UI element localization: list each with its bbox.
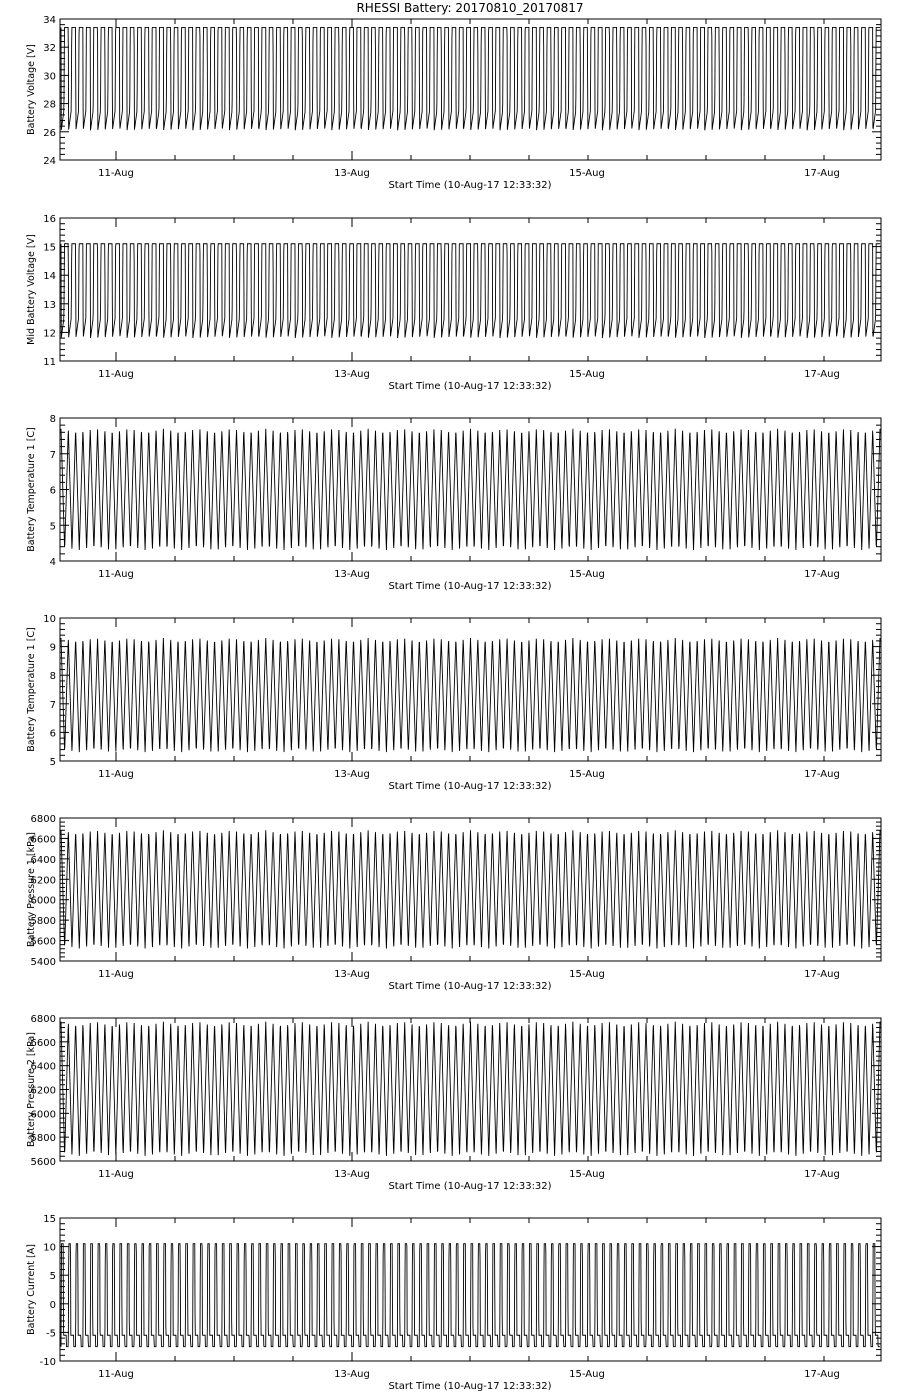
x-tick-label: 17-Aug <box>804 369 840 380</box>
y-tick-label: 30 <box>43 71 56 83</box>
x-tick-label: 15-Aug <box>569 769 605 780</box>
x-tick-label: 13-Aug <box>334 969 370 980</box>
figure-title: RHESSI Battery: 20170810_20170817 <box>356 1 584 15</box>
y-tick-label: 6600 <box>30 834 56 846</box>
y-tick-label: 5600 <box>30 936 56 948</box>
y-axis-label: Battery Current [A] <box>26 1244 37 1335</box>
y-axis-label: Battery Pressure 2 [kPa] <box>26 1032 37 1147</box>
x-tick-label: 17-Aug <box>804 969 840 980</box>
y-tick-label: 5 <box>49 757 56 768</box>
x-tick-label: 11-Aug <box>98 1169 134 1180</box>
y-tick-label: 6800 <box>30 814 56 825</box>
chart-panel <box>26 1014 881 1192</box>
x-tick-label: 15-Aug <box>569 969 605 980</box>
x-tick-label: 11-Aug <box>98 1369 134 1380</box>
series-line <box>61 27 880 130</box>
y-tick-label: 12 <box>43 328 56 340</box>
x-tick-label: 15-Aug <box>569 1169 605 1180</box>
y-tick-label: 24 <box>43 156 56 167</box>
y-tick-label: 14 <box>43 271 56 283</box>
y-axis-label: Mid Battery Voltage [V] <box>26 234 37 345</box>
y-tick-label: 13 <box>43 299 56 311</box>
series-line <box>61 1022 880 1156</box>
y-tick-label: 6600 <box>30 1037 56 1049</box>
x-axis-label: Start Time (10-Aug-17 12:33:32) <box>388 781 552 792</box>
series-line <box>61 638 880 752</box>
y-tick-label: 15 <box>43 1214 56 1225</box>
y-axis-label: Battery Temperature 1 [C] <box>26 427 37 552</box>
y-tick-label: 10 <box>43 1242 56 1254</box>
x-tick-label: 13-Aug <box>334 369 370 380</box>
x-axis-label: Start Time (10-Aug-17 12:33:32) <box>388 581 552 592</box>
y-tick-label: 11 <box>43 357 56 368</box>
y-tick-label: 5800 <box>30 1133 56 1145</box>
y-tick-label: 6 <box>49 485 56 497</box>
y-axis-label: Battery Voltage [V] <box>26 44 37 135</box>
chart-panel <box>26 15 881 191</box>
chart-panel <box>26 414 881 592</box>
y-tick-label: 5 <box>49 521 56 533</box>
x-tick-label: 11-Aug <box>98 569 134 580</box>
x-tick-label: 11-Aug <box>98 769 134 780</box>
chart-panel <box>26 1214 881 1392</box>
y-tick-label: 16 <box>43 214 56 225</box>
x-tick-label: 17-Aug <box>804 769 840 780</box>
y-tick-label: 8 <box>49 671 56 683</box>
y-tick-label: 34 <box>43 15 56 26</box>
y-tick-label: 5800 <box>30 916 56 928</box>
series-line <box>61 1244 880 1347</box>
x-tick-label: 17-Aug <box>804 168 840 179</box>
y-axis-label: Battery Pressure 1 [kPa] <box>26 832 37 947</box>
y-tick-label: 28 <box>43 99 56 111</box>
y-tick-label: 6400 <box>30 854 56 866</box>
y-tick-label: 9 <box>49 642 56 654</box>
x-tick-label: 15-Aug <box>569 369 605 380</box>
y-tick-label: 6200 <box>30 1085 56 1097</box>
y-tick-label: 5400 <box>30 957 56 968</box>
y-tick-label: 8 <box>49 414 56 425</box>
y-tick-label: 7 <box>49 699 56 711</box>
y-axis-label: Battery Temperature 1 [C] <box>26 627 37 752</box>
x-tick-label: 13-Aug <box>334 168 370 179</box>
y-tick-label: 6800 <box>30 1014 56 1025</box>
x-tick-label: 11-Aug <box>98 369 134 380</box>
y-tick-label: 5600 <box>30 1157 56 1168</box>
x-tick-label: 13-Aug <box>334 569 370 580</box>
y-tick-label: -5 <box>46 1328 56 1340</box>
x-tick-label: 13-Aug <box>334 1369 370 1380</box>
x-tick-label: 11-Aug <box>98 969 134 980</box>
series-line <box>61 830 880 948</box>
x-tick-label: 15-Aug <box>569 569 605 580</box>
y-tick-label: 6400 <box>30 1061 56 1073</box>
chart-panel <box>26 814 881 992</box>
x-tick-label: 17-Aug <box>804 1169 840 1180</box>
x-tick-label: 17-Aug <box>804 569 840 580</box>
y-tick-label: 0 <box>49 1299 56 1311</box>
y-tick-label: -10 <box>39 1357 56 1368</box>
y-tick-label: 6200 <box>30 875 56 887</box>
y-tick-label: 6000 <box>30 1109 56 1121</box>
y-tick-label: 10 <box>43 614 56 625</box>
x-tick-label: 17-Aug <box>804 1369 840 1380</box>
x-tick-label: 11-Aug <box>98 168 134 179</box>
x-axis-label: Start Time (10-Aug-17 12:33:32) <box>388 1181 552 1192</box>
x-axis-label: Start Time (10-Aug-17 12:33:32) <box>388 1381 552 1392</box>
panels <box>26 15 881 1392</box>
y-tick-label: 4 <box>49 557 56 568</box>
y-tick-label: 5 <box>49 1271 56 1283</box>
y-tick-label: 6 <box>49 728 56 740</box>
y-tick-label: 7 <box>49 449 56 461</box>
x-axis-label: Start Time (10-Aug-17 12:33:32) <box>388 981 552 992</box>
series-line <box>61 429 880 550</box>
y-tick-label: 26 <box>43 127 56 139</box>
x-tick-label: 15-Aug <box>569 168 605 179</box>
series-line <box>61 244 880 338</box>
chart-panel <box>26 214 881 392</box>
chart-panel <box>26 614 881 792</box>
x-tick-label: 13-Aug <box>334 769 370 780</box>
x-tick-label: 13-Aug <box>334 1169 370 1180</box>
x-axis-label: Start Time (10-Aug-17 12:33:32) <box>388 381 552 392</box>
y-tick-label: 6000 <box>30 895 56 907</box>
y-tick-label: 32 <box>43 43 56 55</box>
y-tick-label: 15 <box>43 242 56 254</box>
x-tick-label: 15-Aug <box>569 1369 605 1380</box>
x-axis-label: Start Time (10-Aug-17 12:33:32) <box>388 180 552 191</box>
